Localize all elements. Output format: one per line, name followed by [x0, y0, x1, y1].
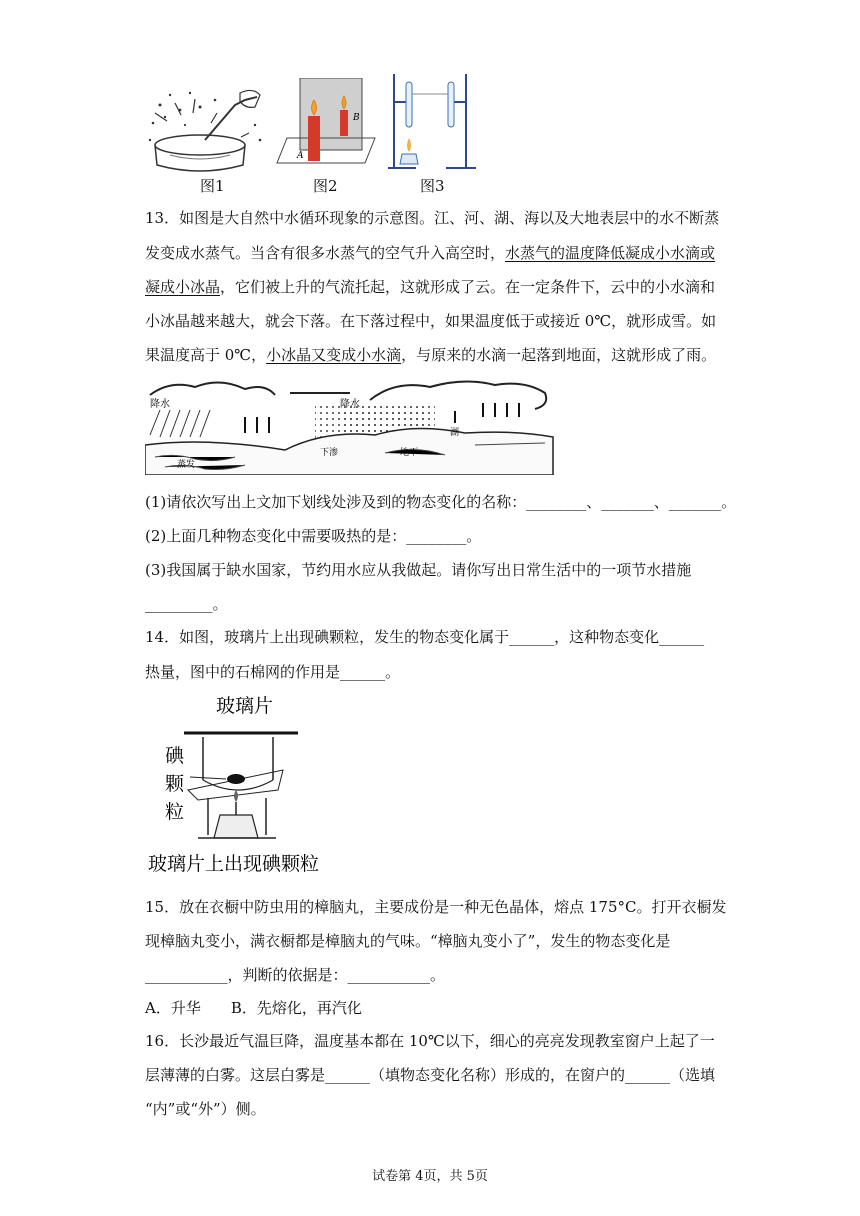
- water-cycle-diagram: [145, 375, 555, 475]
- diagram-label-infiltrate: 下渗: [320, 448, 339, 458]
- figure-3-label: 图3: [420, 177, 445, 195]
- q13-text: 果温度高于 0℃，: [145, 346, 267, 364]
- q13-text: 小冰晶越来越大，就会下落。在下落过程中，如果温度低于或接近 0℃，就形成雪。如: [145, 312, 717, 330]
- iodine-sublimation-figure: [148, 690, 348, 880]
- q14-line-1: 14．如图，玻璃片上出现碘颗粒，发生的物态变化属于______，这种物态变化______: [145, 628, 705, 646]
- q13-underlined-3: 小冰晶又变成小水滴: [266, 346, 402, 364]
- q16-line-3: “内”或“外”）侧。: [145, 1100, 266, 1118]
- q13-text: ，与原来的水滴一起落到地面，这就形成了雨。: [401, 346, 717, 364]
- q13-underlined-1: 水蒸气的温度降低凝成小水滴或: [505, 244, 716, 262]
- q16-line-2: 层薄薄的白雾。这层白雾是______（填物态变化名称）形成的，在窗户的______（选填: [145, 1066, 716, 1084]
- q13-sub-3a: (3)我国属于缺水国家，节约用水应从我做起。请你写出日常生活中的一项节水措施: [145, 561, 692, 579]
- diagram-label-underground: 地下: [400, 448, 419, 458]
- q13-line-4: [145, 311, 716, 331]
- page-footer: 试卷第 4页，共 5页: [372, 1169, 488, 1184]
- figure-2-label: 图2: [313, 177, 338, 195]
- q15-line-2: 现樟脑丸变小，满衣橱都是樟脑丸的气味。“樟脑丸变小了”，发生的物态变化是: [145, 932, 671, 950]
- diagram-label-evaporation: 蒸发: [177, 460, 196, 470]
- fig14-side-label-3: 粒: [165, 801, 185, 823]
- fig2-label-b: B: [353, 113, 360, 123]
- q15-options: A．升华 B．先熔化，再汽化: [145, 999, 362, 1017]
- figure-1-label: 图1: [200, 177, 225, 195]
- figure-3-stands-burner: [388, 72, 478, 172]
- diagram-label-rain-left: 降水: [150, 399, 170, 410]
- q14-line-2: 热量，图中的石棉网的作用是______。: [145, 663, 401, 681]
- fig2-label-a: A: [297, 151, 304, 161]
- q13-sub-3b: _________。: [145, 595, 228, 613]
- figure-2-candles-mirror: [275, 78, 385, 178]
- fig14-side-label-2: 颗: [165, 773, 185, 795]
- q16-line-1: 16．长沙最近气温巨降，温度基本都在 10℃以下，细心的亮亮发现教室窗户上起了一: [145, 1032, 715, 1050]
- q13-text: 如图是大自然中水循环现象的示意图。江、河、湖、海以及大地表层中的水不断蒸: [179, 209, 720, 227]
- diagram-label-lake: 湖: [450, 428, 460, 438]
- q13-text: 发变成水蒸气。当含有很多水蒸气的空气升入高空时，: [145, 244, 506, 262]
- q13-line-3: [145, 277, 715, 297]
- fig14-glass-label: 玻璃片: [216, 695, 274, 717]
- fig14-caption: 玻璃片上出现碘颗粒: [148, 853, 320, 875]
- q13-sub-2: (2)上面几种物态变化中需要吸热的是：________。: [145, 527, 482, 545]
- q13-line-5: [145, 345, 716, 365]
- q13-line-2: [145, 243, 715, 263]
- q15-line-1: 15．放在衣橱中防虫用的樟脑丸，主要成份是一种无色晶体，熔点 175°C。打开衣橱发: [145, 898, 727, 916]
- diagram-label-rain-right: 降水: [340, 399, 360, 410]
- q13-text: ，它们被上升的气流托起，这就形成了云。在一定条件下，云中的小水滴和: [220, 278, 716, 296]
- figure-1-splash-beaker: [145, 85, 265, 175]
- q13-underlined-2: 凝成小冰晶: [145, 278, 221, 296]
- q13-sub-1: (1)请依次写出上文加下划线处涉及到的物态变化的名称：________、_______、_______。: [145, 493, 737, 511]
- q13-line-1: [145, 208, 719, 228]
- fig14-side-label-1: 碘: [165, 745, 185, 767]
- q13-number: 13．: [145, 209, 180, 227]
- q15-line-3: ___________，判断的依据是：___________。: [145, 966, 446, 984]
